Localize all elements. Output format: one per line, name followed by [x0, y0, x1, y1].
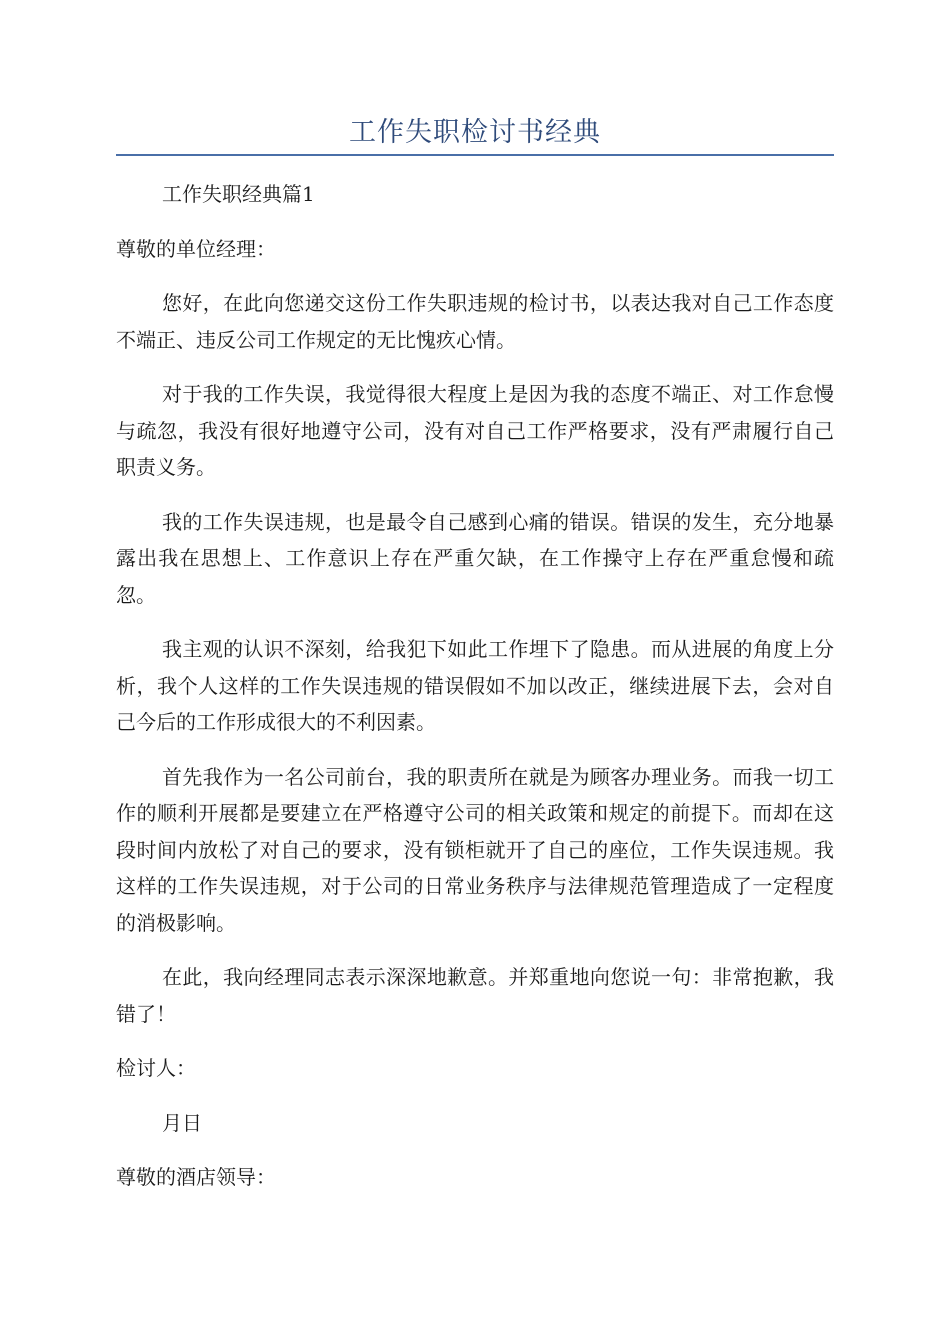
title-underline — [116, 154, 834, 156]
document-body — [116, 176, 834, 1214]
body-paragraph: 我的工作失误违规，也是最令自己感到心痛的错误。错误的发生，充分地暴露出我在思想上、工作意识上存在严重欠缺，在工作操守上存在严重怠慢和疏忽。 — [116, 509, 834, 607]
body-paragraph: 首先我作为一名公司前台，我的职责所在就是为顾客办理业务。而我一切工作的顺利开展都是要建立在严格遵守公司的相关政策和规定的前提下。而却在这段时间内放松了对自己的要求，没有锁柜就开了自己的座位，工作失误违规。我这样的工作失误违规，对于公司的日常业务秩序与法律规范管理造成了一定程度的消极影响。 — [116, 764, 834, 935]
document-title: 工作失职检讨书经典 — [349, 117, 601, 148]
body-paragraph: 我主观的认识不深刻，给我犯下如此工作埋下了隐患。而从进展的角度上分析，我个人这样的工作失误违规的错误假如不加以改正，继续进展下去，会对自己今后的工作形成很大的不利因素。 — [116, 637, 834, 734]
signature-label: 检讨人： — [116, 1056, 196, 1080]
body-paragraph: 对于我的工作失误，我觉得很大程度上是因为我的态度不端正、对工作怠慢与疏忽，我没有很好地遵守公司，没有对自己工作严格要求，没有严肃履行自己职责义务。 — [116, 382, 834, 479]
body-paragraph: 在此，我向经理同志表示深深地歉意。并郑重地向您说一句：非常抱歉，我错了！ — [116, 965, 834, 1026]
salutation: 尊敬的单位经理： — [116, 236, 276, 261]
salutation: 尊敬的酒店领导： — [116, 1165, 276, 1189]
date-label: 月日 — [162, 1110, 202, 1135]
body-paragraph: 您好，在此向您递交这份工作失职违规的检讨书，以表达我对自己工作态度不端正、违反公司工作规定的无比愧疚心情。 — [116, 291, 834, 352]
section-heading: 工作失职经典篇1 — [162, 182, 315, 206]
